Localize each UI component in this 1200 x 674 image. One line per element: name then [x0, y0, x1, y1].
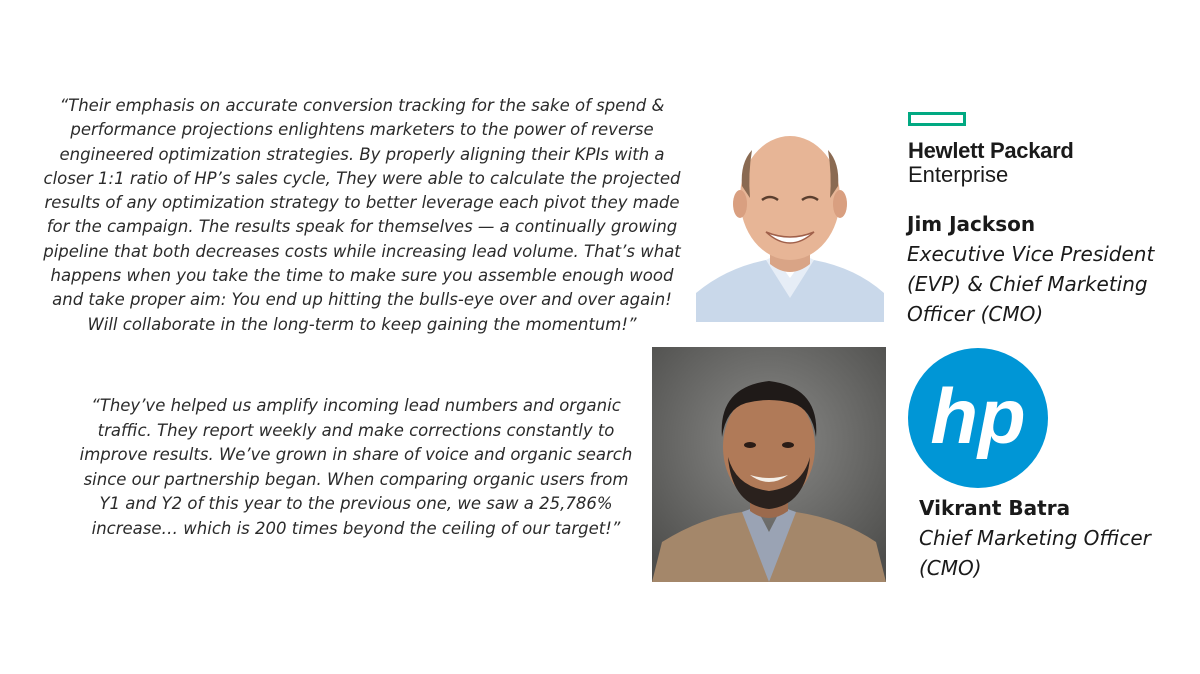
testimonial-quote-vikrant-batra: “They’ve helped us amplify incoming lead numbers and organic traffic. They report weekly and make corrections constantly to improve results. We’ve grown in share of voice and organic search since our partnership began. When comparing organic users from Y1 and Y2 of this year to the previous one, we saw a 25,786% increase… which is 200 times beyond the ceiling of our target!” [79, 396, 633, 538]
person-title: Executive Vice President (EVP) & Chief Marketing Officer (CMO) [907, 242, 1155, 326]
hp-logo-text: hp [930, 372, 1026, 460]
person-info-jim-jackson [907, 209, 1177, 329]
testimonial-quote-jim-jackson: “Their emphasis on accurate conversion tracking for the sake of spend & performance projections enlightens marketers to the power of reverse engineered optimization strategies. By properly aligning their KPIs with a closer 1:1 ratio of HP’s sales cycle, They were able to calculate the projected results of any optimization strategy to better leverage each pivot they made for the campaign. The results speak for themselves — a continually growing pipeline that both decreases costs while increasing lead volume. That’s what happens when you take the time to make sure you assemble enough wood and take proper aim: You end up hitting the bulls-eye over and over again! Will collaborate in the long-term to keep gaining the momentum!” [43, 96, 681, 334]
hpe-element-icon [908, 112, 966, 126]
hpe-logo-line2: Enterprise [908, 162, 1009, 187]
hpe-logo-line1: Hewlett Packard [908, 138, 1074, 163]
hewlett-packard-enterprise-logo [908, 112, 1108, 192]
person-info-vikrant-batra [919, 493, 1169, 583]
vikrant-batra-portrait [652, 347, 886, 582]
person-name: Jim Jackson [907, 212, 1036, 236]
jim-jackson-portrait [696, 108, 884, 322]
hp-logo [907, 347, 1049, 489]
person-name: Vikrant Batra [919, 496, 1071, 520]
person-title: Chief Marketing Officer (CMO) [919, 526, 1151, 580]
